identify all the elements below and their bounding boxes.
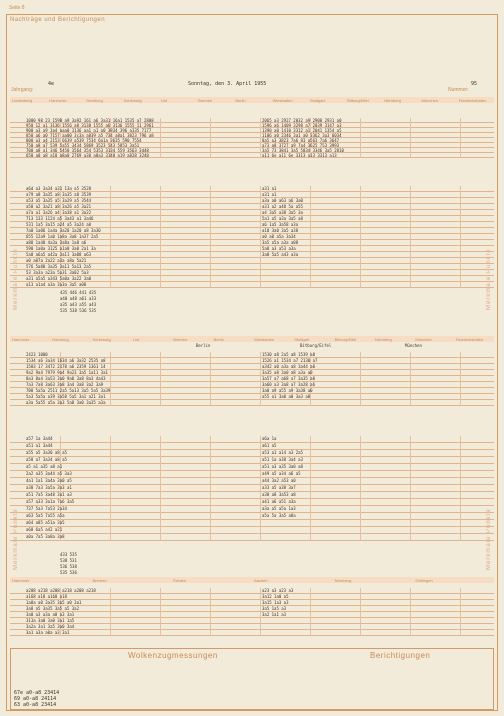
station-head: München (421, 98, 438, 103)
data-row-right: a44 3a2 a53 a0 (262, 478, 296, 483)
column-rule (360, 118, 361, 158)
station-head: Göttingen (415, 578, 433, 583)
column-rule (410, 436, 411, 541)
data-row-right: 3a35 a8 3a0 a8 a3a a0 (262, 370, 313, 375)
data-row-left: 750 a8 a7 539 5a55 3434 5869 3523 543 5853 3a51 (26, 143, 140, 148)
data-row-left: a168 a18 a168 a18 (26, 594, 67, 599)
grid-row (10, 443, 494, 450)
station-head: Berlin (213, 337, 224, 342)
data-row-left: 950 12 a1 3136 1556 a8 3138 1555 a6 3136 1555 11 2961 (26, 123, 154, 128)
data-row-right: a73 a8 3727 a9 7a4 3625 753 3993 (262, 143, 340, 148)
city-label: Berlin (196, 343, 211, 348)
data-row-right: a342 a0 a3a a8 3a44 a0 (262, 364, 315, 369)
side-label-lower-right: Merkmale Punkte (486, 508, 492, 570)
column-rule (360, 436, 361, 541)
column-rule (410, 186, 411, 288)
column-rule (210, 352, 211, 406)
data-row-left: a88 1a40 4a3a 3a8a 1a8 a6 (26, 240, 87, 245)
column-rule (310, 588, 311, 636)
data-row-left: 313a 3a0 3a0 3a1 1a5 (26, 618, 75, 623)
section-title-top: Nachträge und Berichtigungen (10, 17, 106, 23)
station-head: Bremen (173, 337, 188, 342)
data-row-right: a31 a1 (262, 192, 277, 197)
footer-code-3: 63 a0-a8 23414 (14, 702, 57, 708)
data-row-left: 3a8 a5 3a35 3a5 a5 3a2 (26, 606, 79, 611)
summary-row: 433 535 (60, 552, 77, 557)
station-head: Emden (173, 578, 187, 583)
column-rule (460, 588, 461, 636)
data-row-left: 2423 1000 (26, 352, 48, 357)
data-row-right: 1106 a0 2346 3a1 a0 3362 3a3 6034 (262, 133, 342, 138)
data-row-left: 800 a3 a4 2153 6639 a539 7534 6a1a 3635 590 7554 (26, 138, 142, 143)
data-row-left: a58 a7 3a34 a8 a5 (26, 457, 67, 462)
data-row-right: 2065 a3 2927 2032 a9 2900 2931 a0 (262, 118, 342, 123)
station-head: Hannover (12, 578, 30, 583)
station-head: Stuttgart (309, 98, 325, 103)
column-rule (310, 186, 311, 288)
summary-row: 538 531 (60, 558, 77, 563)
data-row-right: a38 a8 3a53 a8 (262, 492, 296, 497)
summary-row: 435 446 441 435 (60, 290, 97, 295)
side-label-lower: Merkmale Punkte (13, 508, 19, 570)
data-row-left: 850 a6 a0 7157 aa00 3c3a a839 a5 734 a8a1 3823 796 a8 (26, 133, 154, 138)
data-row-right: 8a5 a3 3823 7a6 83 a563 7a6 3647 (262, 138, 340, 143)
station-head: List (160, 98, 168, 103)
data-row-left: a58 a2 3a21 a8 3a26 a5 3a21 (26, 204, 92, 209)
data-row-left: a68 6a5 a42 a21 (26, 527, 63, 532)
data-row-left: 1534 a6 3a34 1634 a6 3a32 2535 a8 (26, 358, 106, 363)
station-head: Lindenberg (12, 98, 33, 103)
station-head: List (133, 337, 140, 342)
station-head: Stuttgart (294, 337, 310, 342)
column-rule (160, 436, 161, 541)
data-row-right: a49 a5 a34 a6 a5 (262, 471, 301, 476)
data-row-right: 3a0 a9 a55 a9 3a38 a0 (262, 388, 313, 393)
data-row-right: a31 a1 (262, 186, 277, 191)
data-row-left: a38 7a3 3a5a 3a3 a1 (26, 485, 72, 490)
data-row-right: a6 1a5 3a58 a3a (262, 222, 299, 227)
side-label-upper: Merkmale Punkte (13, 248, 19, 310)
footer-code-1: 67e a0-a8 23414 (14, 690, 60, 696)
grid-row (10, 534, 494, 541)
data-row-left: a53 a5 3a35 a5 3a29 a5 3544 (26, 198, 92, 203)
column-rule (160, 588, 161, 636)
data-row-right: a0 a0 a5a 3a34 (262, 234, 296, 239)
data-row-left: a57 1a 3a44 (26, 436, 53, 441)
data-row-right: a11 6e a11 6e 3313 a13 3313 a13 (262, 153, 337, 158)
station-head: Hannover (12, 337, 30, 342)
data-row-left: 1000 98 23 1590 a9 3a92 161 a6 3a31 16a1 1535 a7 2808 (26, 118, 154, 123)
station-head: Hannover (49, 98, 67, 103)
column-rule (410, 118, 411, 158)
station-head: Bremen (92, 578, 107, 583)
data-row-left: 5a8 a6a5 a42a 3a11 3a08 a63 (26, 252, 92, 257)
data-row-left: 655 12a9 1a0 1a8a 3a8 1a37 2a5 (26, 234, 99, 239)
data-row-left: a13 a1a4 a3a 3a3a 3a5 a00 (26, 282, 87, 287)
summary-row: 536 538 (60, 564, 77, 569)
nummer-label: Nummer: (448, 87, 469, 93)
data-row-left: 576 5a80 3a35 3a11 5a13 2a5 (26, 264, 92, 269)
data-row-right: 5a1 a5 a3a 3a5 a8 (262, 216, 303, 221)
column-rule (260, 118, 261, 158)
data-row-left: 713 133 1124 a5 3a43 a1 3a46 (26, 216, 94, 221)
data-row-left: a0 a07a 2a22 a3a a8a 5a21 (26, 258, 87, 263)
data-row-right: a31 a2 a48 5a a55 (262, 204, 303, 209)
summary-row: 535 536 (60, 570, 77, 575)
station-head: Bremen (198, 98, 213, 103)
data-row-right: 3a5 a5a a3a a08 (262, 240, 299, 245)
data-row-right: 3a5 1a5 a3 (262, 606, 287, 611)
station-head: Bitburg/Eifel (347, 98, 369, 103)
station-head: Wiesbaden (254, 337, 275, 342)
footer-right-title: Berichtigungen (370, 651, 431, 660)
data-row-right: a51 a3 a35 3a0 a8 (262, 464, 303, 469)
data-row-left: 1a8a a0 3a35 3a5 a0 3a1 (26, 600, 82, 605)
data-row-right: a55 a1 3a0 a0 3a3 a8 (262, 394, 311, 399)
data-row-left: 4a1 1a1 3a4a 3a0 a5 (26, 478, 72, 483)
data-row-right: 3a57 a7 a68 a7 3a35 a0 (262, 376, 315, 381)
grid-row (10, 492, 494, 499)
data-row-left: 53 3a3a a23a 5a31 3a02 5a3 (26, 270, 89, 275)
data-row-right: a61 a5 (262, 443, 277, 448)
grid-row (10, 499, 494, 506)
data-row-left: a55 a5 3a30 a8 a5 (26, 450, 67, 455)
column-rule (460, 436, 461, 541)
column-rule (260, 436, 261, 541)
column-rule (410, 588, 411, 636)
column-rule (360, 352, 361, 406)
data-row-left: a31 a5a5 a343 5a0a 3a22 3a0 (26, 276, 92, 281)
side-label-upper-right: Merkmale Punkte (486, 248, 492, 310)
station-head: Nürnberg (334, 578, 352, 583)
data-row-left: 650 a0 a8 a18 a8a0 2769 a38 a8a3 3148 a19 a828 3248 (26, 153, 149, 158)
data-row-right: a6a 1a (262, 436, 277, 441)
station-head: Wiesbaden (272, 98, 293, 103)
data-row-left: 7a0 1a06 1a4a 3a28 1a20 a8 3a30 (26, 228, 101, 233)
data-row-right: 3a5 73 3841 3a5 5834 3346 3a5 2810 (262, 148, 344, 153)
data-row-right: a4 3a5 a38 3a5 3a (262, 210, 303, 215)
column-rule (260, 588, 261, 636)
page-label: Seite 8 (9, 5, 25, 11)
summary-row: a40 a48 a61 a33 (60, 296, 97, 301)
grid-row (10, 506, 494, 513)
data-row-right: a51 1a a38 3a4 a3 (262, 457, 303, 462)
data-row-left: 8a3 8a4 3a53 3a0 9a0 3a8 8a3 4a43 (26, 376, 106, 381)
station-head: Friedrichshafen (458, 98, 487, 103)
data-row-left: 2a2 a35 3a44 a5 3a3 (26, 471, 72, 476)
data-row-right: a3a a5 a5a 1a3 (262, 506, 296, 511)
column-rule (460, 352, 461, 406)
data-row-right: a53 a1 a14 a3 2a5 (262, 450, 303, 455)
jahrgang-label: Jahrgang: (11, 87, 34, 93)
footer-code-2: 69 a0-a8 24114 (14, 696, 57, 702)
column-rule (210, 118, 211, 158)
data-row-left: 5a3 5a5a a39 3a58 5a5 3a1 a21 3a1 (26, 394, 106, 399)
grid-row (10, 520, 494, 527)
data-row-right: 3a15 1a3 a3 (262, 600, 289, 605)
grid-row (10, 471, 494, 478)
date-line: Sonntag, den 3. April 1955 (188, 81, 267, 87)
column-rule (210, 186, 211, 288)
grid-row (10, 485, 494, 492)
column-rule (160, 352, 161, 406)
grid-row (10, 513, 494, 520)
summary-row: 535 538 536 535 (60, 308, 97, 313)
column-rule (460, 118, 461, 158)
data-row-left: 900 a3 a9 3a4 aaa0 3136 aa1 a1 a0 3834 396 a335 7177 (26, 128, 152, 133)
grid-row (10, 457, 494, 464)
station-head: Bitburg/Eifel (334, 337, 357, 342)
data-row-left: a57 a33 3a1a 7a6 3a5 (26, 499, 75, 504)
data-row-right: a33 a5 a38 3a7 (262, 485, 296, 490)
data-row-left: 737 5a3 7a53 2a34 (26, 506, 67, 511)
station-head: Nürnberg (375, 337, 392, 342)
column-rule (110, 436, 111, 541)
data-row-left: 1583 17 3472 2178 a6 2359 1361 14 (26, 364, 106, 369)
station-head: Friedrichshafen (455, 337, 484, 342)
station-head: Hamburg (52, 337, 69, 342)
column-rule (410, 352, 411, 406)
data-row-right: a23 a3 a23 a3 (262, 588, 294, 593)
column-rule (310, 436, 311, 541)
column-rule (110, 588, 111, 636)
data-row-right: 3a12 1a0 a5 (262, 594, 289, 599)
data-row-right: 3a0 5a5 a43 a3a (262, 252, 299, 257)
data-row-left: 3a2a 3a1 3a5 3a0 3a4 (26, 624, 75, 629)
data-row-right: 1530 a8 2a5 a8 1539 a8 (262, 352, 315, 357)
grid-row (10, 630, 494, 636)
data-row-left: 7a3 7a8 3a63 3a8 3a4 3a8 3a2 3a9 (26, 382, 104, 387)
data-row-right: 1390 a0 1410 3312 a1 2041 1354 a5 (262, 128, 342, 133)
data-row-left: 3a0 a3 a3a a8 a3 3a1 (26, 612, 75, 617)
grid-row (10, 436, 494, 443)
column-rule (260, 352, 261, 406)
column-rule (210, 588, 211, 636)
grid-row (10, 464, 494, 471)
data-row-left: a51 a1 3a44 (26, 443, 53, 448)
column-rule (360, 588, 361, 636)
column-rule (460, 186, 461, 288)
data-row-right: a3a a0 a63 a6 3a0 (262, 198, 303, 203)
station-head: Schleswig (123, 98, 142, 103)
station-head: Berlin (235, 98, 246, 103)
data-row-right: 5a8 a3 a53 a3a (262, 246, 296, 251)
data-row-right: 1526 a1 1534 a7 2130 a7 (262, 358, 318, 363)
data-row-right: a18 3a0 3a5 a38 (262, 228, 299, 233)
data-row-left: a64 a85 a51a 3a5 (26, 520, 65, 525)
data-row-right: 3a2 1a1 a3 (262, 612, 287, 617)
column-rule (110, 186, 111, 288)
column-rule (160, 186, 161, 288)
city-label: Bitburg/Eifel (300, 343, 332, 348)
data-row-right: a5a 5a 3a5 a8a (262, 513, 296, 518)
grid-row (10, 527, 494, 534)
station-head: Aachen (254, 578, 268, 583)
footer-left-title: Wolkenzugmessungen (128, 651, 218, 660)
station-head: Nürnberg (384, 98, 401, 103)
data-row-left: a5 a1 a35 a8 a1 (26, 464, 63, 469)
station-head: München (415, 337, 432, 342)
column-rule (160, 118, 161, 158)
data-row-left: a63 5a5 7a55 a5a (26, 513, 65, 518)
column-rule (360, 186, 361, 288)
number-right: 95 (471, 81, 478, 87)
grid-row (10, 478, 494, 485)
data-row-left: 708 5a5a 2511 2a5 5a13 3a5 5a5 3a39 (26, 388, 111, 393)
data-row-right: 1596 a6 1409 3298 a7 2039 3147 a3 (262, 123, 342, 128)
column-rule (260, 186, 261, 288)
number-left: 4e (48, 81, 55, 87)
data-row-left: a51 7a5 3a48 3a1 a3 (26, 492, 72, 497)
data-row-left: a3a 5a55 a5a 3a3 5a8 3a0 3a35 a3a (26, 400, 106, 405)
data-row-right: 3a60 a3 3a8 a7 3a28 a6 (262, 382, 315, 387)
city-label: München (405, 343, 422, 348)
column-rule (110, 352, 111, 406)
column-rule (210, 436, 211, 541)
data-row-left: 531 1a5 3a15 a24 a5 3a24 a8 (26, 222, 92, 227)
data-row-right: a41 a6 a51 a3a (262, 499, 296, 504)
data-row-left: 3a1 a3a a0a a3 3a1 (26, 630, 70, 635)
station-head: Schleswig (92, 337, 111, 342)
data-row-left: a79 a8 3a35 a8 3a35 a8 3539 (26, 192, 92, 197)
data-row-left: a7a a1 3a26 a4 3a38 a1 3a22 (26, 210, 92, 215)
summary-row: a35 a43 a55 a43 (60, 302, 97, 307)
data-row-left: 590 1a0a 3125 a1a0 3a0 2a1 3a (26, 246, 96, 251)
data-row-left: 700 a8 a1 346 5458 3564 354 5353 3134 559 3563 3d48 (26, 148, 149, 153)
grid-row (10, 450, 494, 457)
data-row-left: a0a 7a5 3a8a 3a8 (26, 534, 65, 539)
station-head: Hamburg (86, 98, 103, 103)
data-row-left: a208 a218 a208 a218 a208 a218 (26, 588, 96, 593)
data-row-left: 9a2 9a4 7979 9a4 9a23 3a5 1a11 3a1 (26, 370, 108, 375)
data-row-left: a6d a3 3a34 a31 13a a5 3528 (26, 186, 92, 191)
